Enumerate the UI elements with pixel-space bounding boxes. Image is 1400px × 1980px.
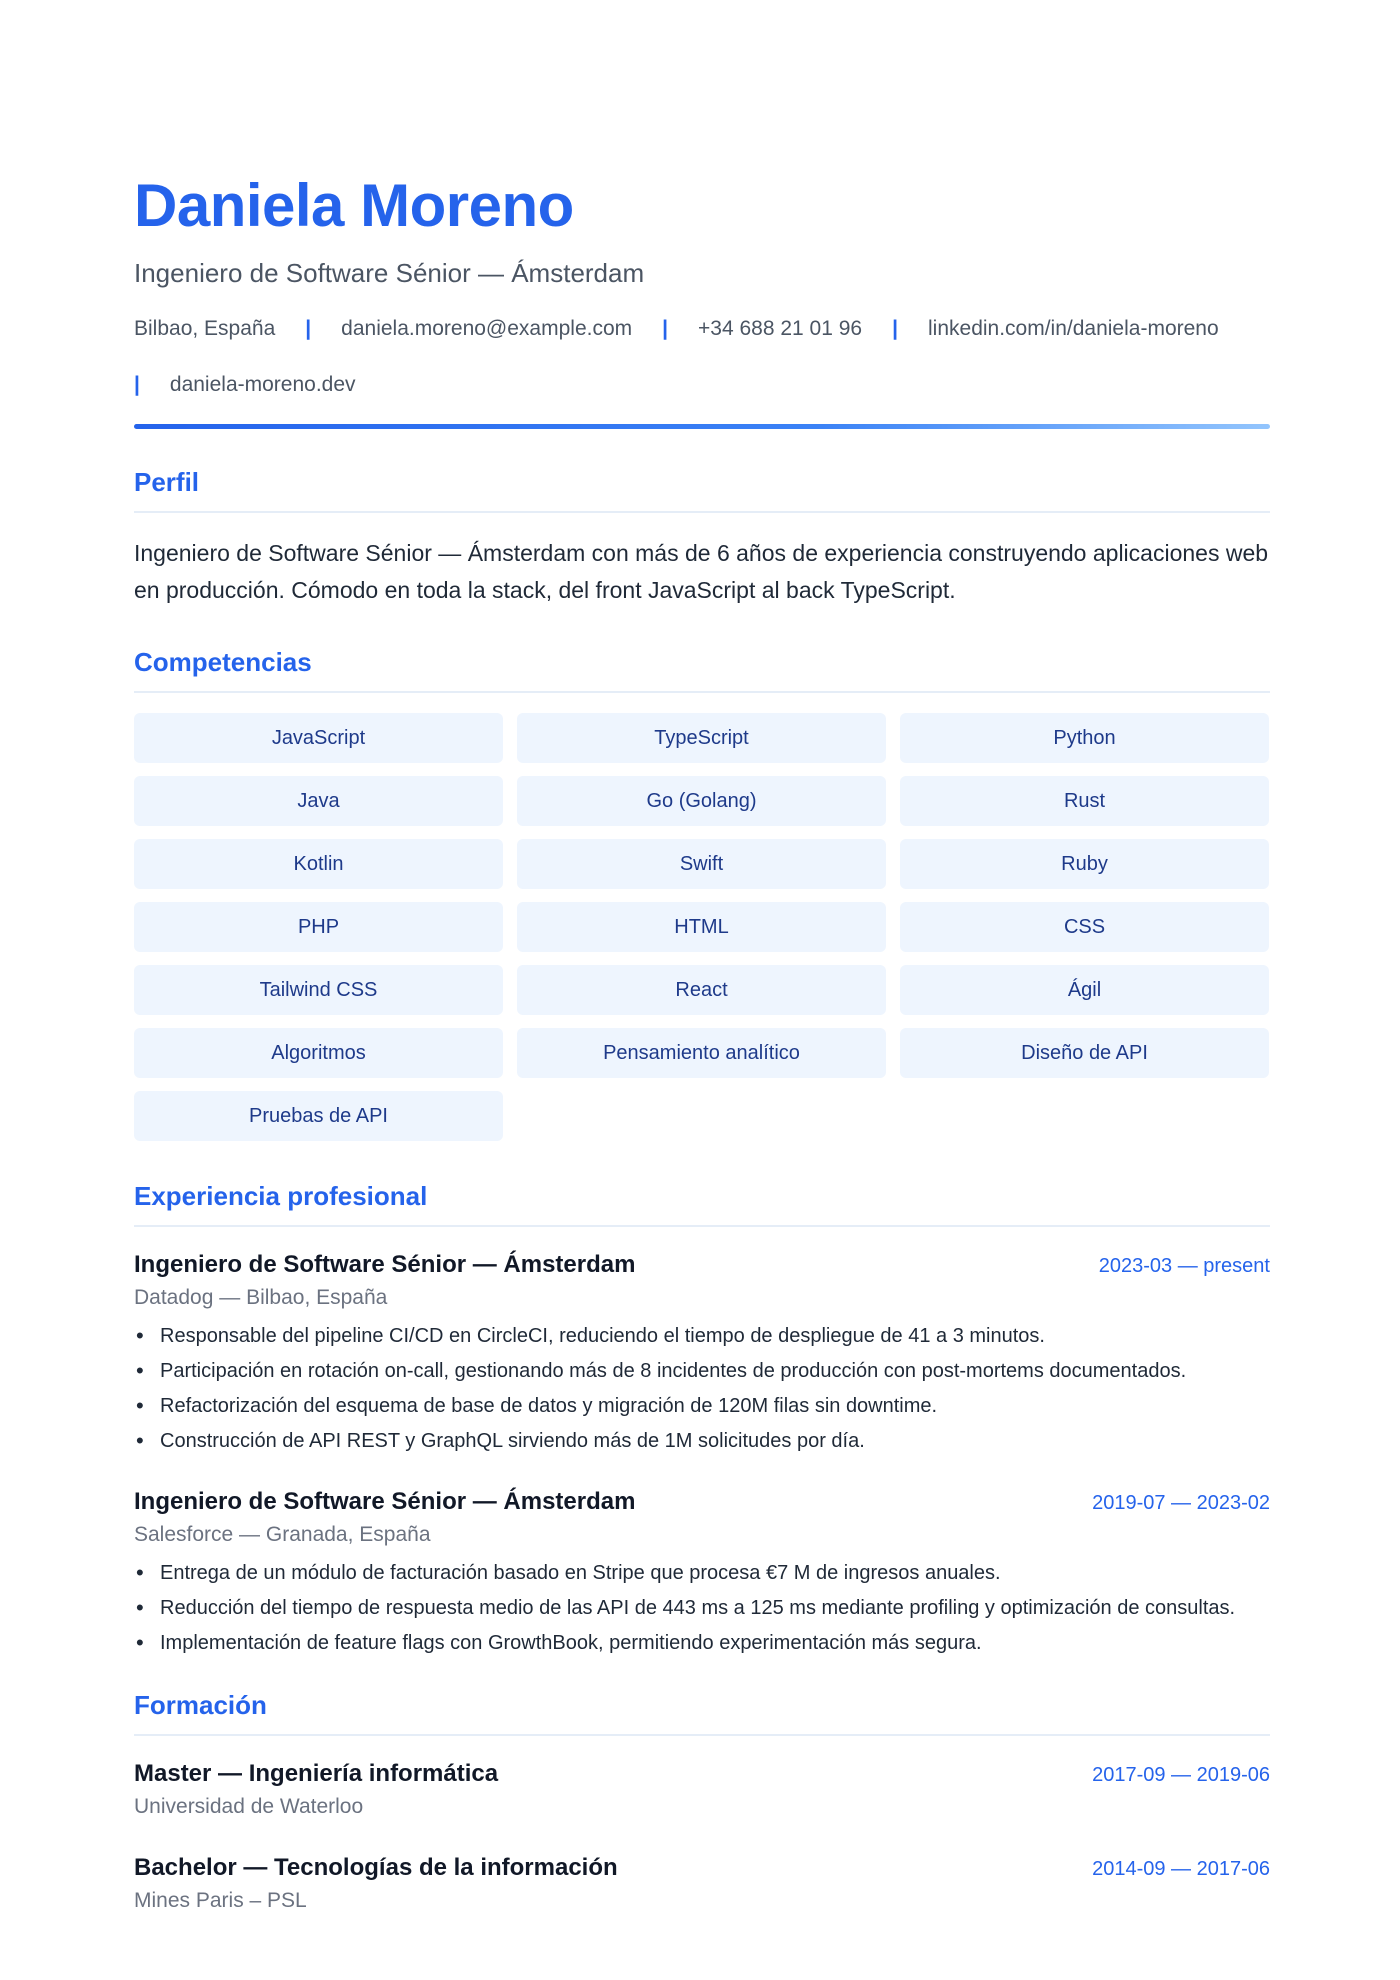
skill-chip: Java bbox=[134, 776, 503, 826]
skill-chip: PHP bbox=[134, 902, 503, 952]
job-bullets bbox=[134, 1558, 1270, 1658]
job-header bbox=[134, 1249, 1270, 1281]
job-list bbox=[134, 1249, 1270, 1658]
contact-location bbox=[134, 314, 275, 344]
linkedin-link[interactable]: linkedin.com/in/daniela-moreno bbox=[928, 317, 1219, 340]
job-header bbox=[134, 1486, 1270, 1518]
phone-link[interactable]: +34 688 21 01 96 bbox=[698, 317, 863, 340]
skill-chip: Rust bbox=[900, 776, 1269, 826]
job-bullet: • Refactorización del esquema de base de datos y migración de 120M filas sin downtime. bbox=[134, 1391, 1270, 1421]
email-link[interactable]: daniela.moreno@example.com bbox=[341, 317, 633, 340]
contact-separator: | bbox=[134, 373, 140, 396]
contact-separator: | bbox=[305, 317, 312, 340]
job-entry bbox=[134, 1486, 1270, 1658]
skill-chip: CSS bbox=[900, 902, 1269, 952]
skill-chip: HTML bbox=[517, 902, 886, 952]
section-title-experience: Experiencia profesional bbox=[134, 1179, 1270, 1227]
education-header bbox=[134, 1758, 1270, 1790]
job-entry bbox=[134, 1249, 1270, 1456]
contact-website[interactable] bbox=[134, 370, 356, 400]
degree-title: Master — Ingeniería informática bbox=[134, 1760, 499, 1787]
contact-separator: | bbox=[662, 317, 669, 340]
skill-chip: Tailwind CSS bbox=[134, 965, 503, 1015]
skill-chip: JavaScript bbox=[134, 713, 503, 763]
education-list bbox=[134, 1758, 1270, 1916]
job-bullets bbox=[134, 1321, 1270, 1456]
job-bullet: • Participación en rotación on-call, gestionando más de 8 incidentes de producción con post-mortems documentados. bbox=[134, 1356, 1270, 1386]
skill-chip: React bbox=[517, 965, 886, 1015]
resume bbox=[134, 168, 1270, 1916]
headline: Ingeniero de Software Sénior — Ámsterdam bbox=[134, 258, 645, 288]
profile-summary: Ingeniero de Software Sénior — Ámsterdam con más de 6 años de experiencia construyendo aplicaciones web en producción. Cómodo en toda la stack, del front JavaScript al back TypeScript. bbox=[134, 540, 1269, 603]
candidate-name: Daniela Moreno bbox=[134, 172, 574, 239]
education-dates: 2017-09 — 2019-06 bbox=[1092, 1764, 1270, 1786]
section-title-skills: Competencias bbox=[134, 645, 1270, 693]
skill-chip: Diseño de API bbox=[900, 1028, 1269, 1078]
job-bullet: • Implementación de feature flags con GrowthBook, permitiendo experimentación más segura. bbox=[134, 1628, 1270, 1658]
skill-chip: TypeScript bbox=[517, 713, 886, 763]
degree-title: Bachelor — Tecnologías de la información bbox=[134, 1854, 618, 1881]
contact-linkedin[interactable] bbox=[862, 314, 1219, 344]
header-divider bbox=[134, 424, 1270, 429]
job-bullet: • Reducción del tiempo de respuesta medio de las API de 443 ms a 125 ms mediante profiling y optimización de consultas. bbox=[134, 1593, 1270, 1623]
section-title-profile: Perfil bbox=[134, 465, 1270, 513]
education-entry bbox=[134, 1758, 1270, 1822]
skills-grid bbox=[134, 713, 1270, 1141]
section-title-education: Formación bbox=[134, 1688, 1270, 1736]
skill-chip: Ágil bbox=[900, 965, 1269, 1015]
skill-chip: Algoritmos bbox=[134, 1028, 503, 1078]
profile-section bbox=[134, 465, 1270, 609]
education-header bbox=[134, 1852, 1270, 1884]
contact-separator: | bbox=[892, 317, 898, 340]
skill-chip: Ruby bbox=[900, 839, 1269, 889]
contact-line bbox=[134, 314, 1270, 400]
skills-section bbox=[134, 645, 1270, 1141]
job-company: Datadog — Bilbao, España bbox=[134, 1286, 388, 1309]
skill-chip: Kotlin bbox=[134, 839, 503, 889]
education-entry bbox=[134, 1852, 1270, 1916]
website-link[interactable]: daniela-moreno.dev bbox=[169, 373, 356, 396]
skill-chip: Swift bbox=[517, 839, 886, 889]
job-bullet: • Responsable del pipeline CI/CD en CircleCI, reduciendo el tiempo de despliegue de 41 a 3 minutos. bbox=[134, 1321, 1270, 1351]
job-company: Salesforce — Granada, España bbox=[134, 1523, 431, 1546]
skill-chip: Pensamiento analítico bbox=[517, 1028, 886, 1078]
experience-section bbox=[134, 1179, 1270, 1658]
education-dates: 2014-09 — 2017-06 bbox=[1092, 1858, 1270, 1880]
skill-chip: Python bbox=[900, 713, 1269, 763]
skill-chip: Go (Golang) bbox=[517, 776, 886, 826]
location-text: Bilbao, España bbox=[134, 317, 276, 340]
school-name: Mines Paris – PSL bbox=[134, 1889, 307, 1912]
job-title: Ingeniero de Software Sénior — Ámsterdam bbox=[134, 1251, 636, 1278]
contact-email[interactable] bbox=[275, 314, 632, 344]
job-title: Ingeniero de Software Sénior — Ámsterdam bbox=[134, 1488, 636, 1515]
job-bullet: • Entrega de un módulo de facturación basado en Stripe que procesa €7 M de ingresos anuales. bbox=[134, 1558, 1270, 1588]
job-bullet: • Construcción de API REST y GraphQL sirviendo más de 1M solicitudes por día. bbox=[134, 1426, 1270, 1456]
education-section bbox=[134, 1688, 1270, 1916]
skill-chip: Pruebas de API bbox=[134, 1091, 503, 1141]
school-name: Universidad de Waterloo bbox=[134, 1795, 364, 1818]
job-dates: 2019-07 — 2023-02 bbox=[1092, 1492, 1270, 1514]
contact-phone[interactable] bbox=[632, 314, 862, 344]
job-dates: 2023-03 — present bbox=[1098, 1255, 1270, 1277]
